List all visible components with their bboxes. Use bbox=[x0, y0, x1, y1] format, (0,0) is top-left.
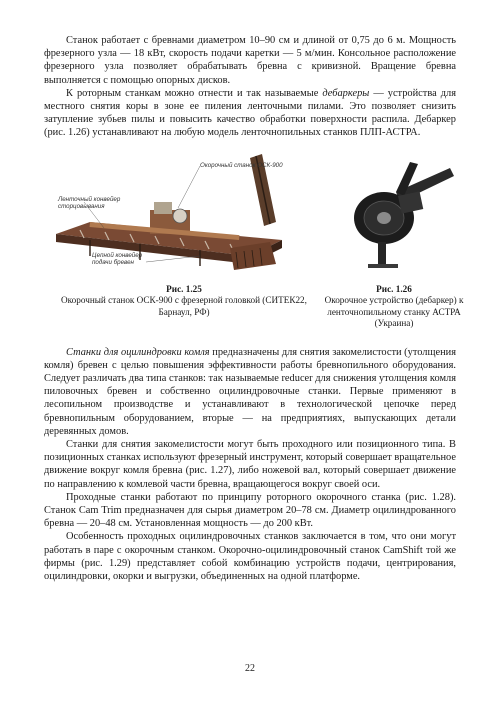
callout-machine: Окорочный станок ОСК-900 bbox=[200, 161, 283, 169]
callout-belt-conveyor: Ленточный конвейер сторцовывания bbox=[58, 195, 121, 210]
callout-chain-conveyor: Цепной конвейер подачи бревен bbox=[92, 251, 143, 266]
figures-block bbox=[44, 146, 464, 346]
figure-1-26-caption-text: Окорочное устройство (дебаркер) к ленточнопильному станку АСТРА (Украина) bbox=[324, 295, 464, 329]
figure-1-25-image bbox=[50, 152, 312, 280]
paragraph-3-end: предназначены для снятия закомелистости (утолщения комля) бревен с целью повышения эффективности работы бревнопильного оборудования. Следует различать два типа станков: так называемые reducer для снижения утолщения комля пиловочных бревен и собственно оцилиндровочные станки. Первые применяют в лесопильном производстве и устанавливают в технологической цепочке перед бревнопильным оборудованием, вторые — на предприятиях, выпускающих детали деревянных домов. bbox=[44, 346, 457, 437]
figure-1-25-caption bbox=[54, 284, 314, 319]
paragraph-2-start: К роторным станкам можно отнести и так называемые bbox=[66, 87, 323, 99]
figure-1-26-number: Рис. 1.26 bbox=[376, 283, 412, 294]
figure-1-25-number: Рис. 1.25 bbox=[166, 283, 202, 294]
figure-1-26-image bbox=[340, 152, 460, 272]
page-number: 22 bbox=[245, 663, 255, 674]
paragraph-2-end: — устройства для местного снятия коры в зоне ее пиления ленточными пилами. Это позволяет снизить затупление зубьев пилы и повысить качество обработки поверхности распила. Дебаркер (рис. 1.26) устанавливают на любую модель ленточнопильных станков ПЛП-АСТРА. bbox=[44, 87, 456, 139]
paragraph-6: Особенность проходных оцилиндровочных станков заключается в том, что они могут работать в паре с окорочным станком. Окорочно-оцилиндровочный станок CamShift той же фирмы (рис. 1.29) представляет собой комбинацию устройств подачи, центрирования, оцилиндровки, окорки и выгрузки, объединенных на одной платформе. bbox=[44, 531, 456, 583]
paragraph-3 bbox=[44, 346, 456, 438]
term-butt-rounding-machines: Станки для оцилиндровки комля bbox=[66, 346, 210, 358]
paragraph-2 bbox=[44, 87, 456, 140]
paragraph-5: Проходные станки работают по принципу роторного окорочного станка (рис. 1.28). Станок Cam Trim предназначен для сырья диаметром 20–78 см. Диаметр оцилиндрованного бревна — 20–48 см. Установленная мощность — до 200 кВт. bbox=[44, 491, 456, 530]
figure-1-26-caption bbox=[324, 284, 464, 330]
term-debarkers: дебаркеры bbox=[322, 87, 370, 99]
figure-1-25-caption-text: Окорочный станок ОСК-900 с фрезерной головкой (СИТЕК22, Барнаул, РФ) bbox=[61, 295, 307, 317]
paragraph-4: Станки для снятия закомелистости могут быть проходного или позиционного типа. В позиционных станках используют фрезерный инструмент, который совершает вращательное движение вокруг комля бревна (рис. 1.27), либо ножевой вал, который совершает движение по направлению к комлевой части бревна, вращающегося вокруг своей оси. bbox=[44, 439, 456, 490]
paragraph-1: Станок работает с бревнами диаметром 10–90 см и длиной от 0,75 до 6 м. Мощность фрезерного узла — 18 кВт, скорость подачи каретки — 5 м/мин. Консольное расположение фрезерного узла позволяет обрабатывать бревна с кривизной. Вращение бревна выполняется с помощью опорных дисков. bbox=[44, 35, 456, 86]
